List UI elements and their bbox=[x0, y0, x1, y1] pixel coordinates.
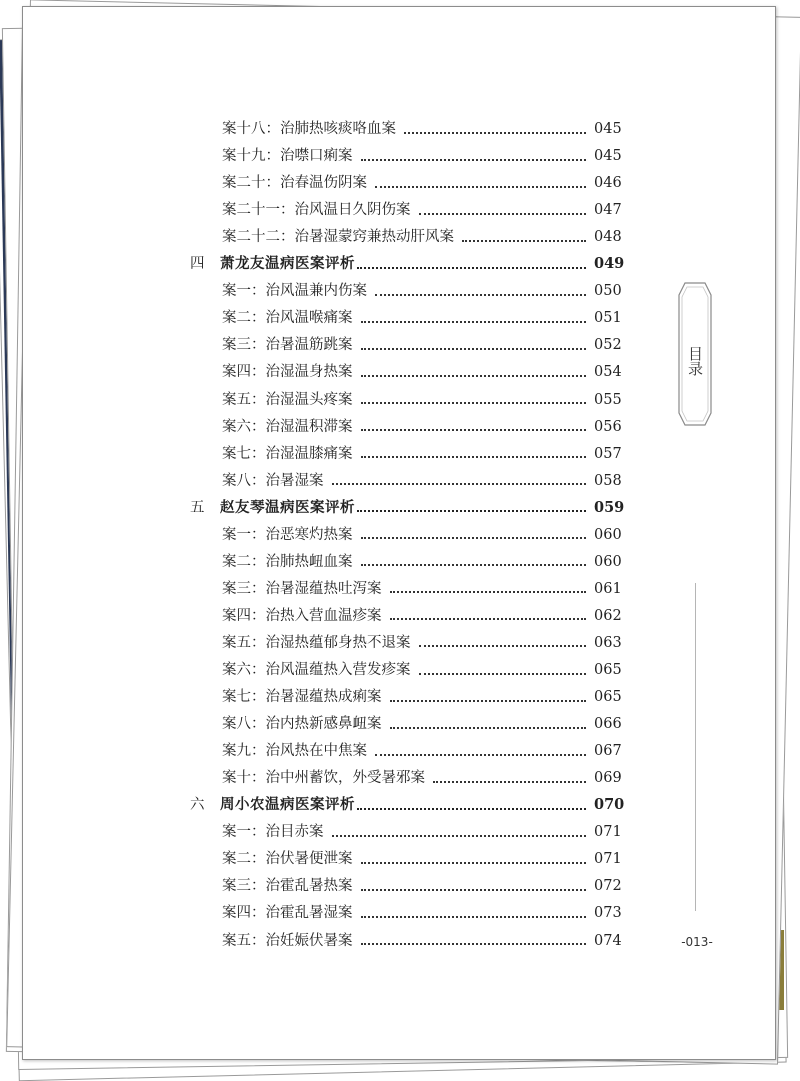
toc-entry[interactable] bbox=[222, 580, 620, 598]
entry-title: 案一：治目赤案 bbox=[222, 824, 324, 841]
entry-title: 案四：治热入营血温疹案 bbox=[222, 607, 382, 624]
entry-page-number: 045 bbox=[594, 148, 622, 165]
toc-entry[interactable] bbox=[222, 904, 620, 922]
toc-entry[interactable] bbox=[222, 607, 620, 625]
dot-leader bbox=[390, 699, 587, 702]
toc-section-heading[interactable] bbox=[190, 796, 625, 814]
entry-page-number: 066 bbox=[594, 716, 622, 733]
entry-title: 案五：治妊娠伏暑案 bbox=[222, 932, 353, 949]
dot-leader bbox=[390, 726, 587, 729]
entry-page-number: 072 bbox=[594, 878, 622, 895]
entry-page-number: 074 bbox=[594, 932, 622, 949]
section-number: 六 bbox=[190, 797, 205, 814]
dot-leader bbox=[390, 590, 587, 593]
entry-title: 案七：治暑湿蕴热成痢案 bbox=[222, 689, 382, 706]
dot-leader bbox=[361, 888, 587, 891]
dot-leader bbox=[375, 753, 586, 756]
entry-title: 案二十：治春温伤阴案 bbox=[222, 175, 367, 192]
chapter-badge-text: 目录 bbox=[686, 346, 704, 376]
entry-page-number: 061 bbox=[594, 580, 622, 597]
entry-title: 案五：治湿温头疼案 bbox=[222, 391, 353, 408]
entry-page-number: 045 bbox=[594, 121, 622, 137]
section-title: 周小农温病医案评析 bbox=[220, 797, 355, 814]
dot-leader bbox=[390, 617, 587, 620]
dot-leader bbox=[361, 563, 587, 566]
table-of-contents bbox=[23, 7, 775, 1059]
toc-entry[interactable] bbox=[222, 823, 620, 841]
toc-entry[interactable] bbox=[222, 363, 620, 381]
section-number: 四 bbox=[190, 256, 205, 273]
dot-leader bbox=[357, 807, 586, 810]
entry-title: 案二：治风温喉痛案 bbox=[222, 310, 353, 327]
entry-title: 案一：治风温兼内伤案 bbox=[222, 283, 367, 300]
section-title: 赵友琴温病医案评析 bbox=[220, 499, 355, 516]
dot-leader bbox=[361, 158, 587, 161]
entry-page-number: 067 bbox=[594, 743, 622, 760]
dot-leader bbox=[419, 672, 587, 675]
toc-entry[interactable] bbox=[222, 120, 620, 138]
toc-entry[interactable] bbox=[222, 526, 620, 544]
entry-page-number: 056 bbox=[594, 418, 622, 435]
toc-section-heading[interactable] bbox=[190, 255, 625, 273]
entry-page-number: 049 bbox=[594, 255, 625, 273]
dot-leader bbox=[375, 293, 586, 296]
entry-page-number: 058 bbox=[594, 472, 622, 489]
toc-entry[interactable] bbox=[222, 228, 620, 246]
entry-title: 案九：治风热在中焦案 bbox=[222, 743, 367, 760]
entry-page-number: 062 bbox=[594, 607, 622, 624]
dot-leader bbox=[361, 915, 587, 918]
toc-entry[interactable] bbox=[222, 147, 620, 165]
dot-leader bbox=[357, 509, 586, 512]
entry-title: 案二：治肺热衄血案 bbox=[222, 553, 353, 570]
entry-title: 案五：治湿热蕴郁身热不退案 bbox=[222, 634, 411, 651]
dot-leader bbox=[433, 780, 586, 783]
entry-page-number: 050 bbox=[594, 283, 622, 300]
dot-leader bbox=[361, 861, 587, 864]
toc-entry[interactable] bbox=[222, 634, 620, 652]
entry-title: 案八：治暑湿案 bbox=[222, 472, 324, 489]
toc-entry[interactable] bbox=[222, 553, 620, 571]
entry-title: 案二：治伏暑便泄案 bbox=[222, 851, 353, 868]
entry-title: 案六：治风温蕴热入营发疹案 bbox=[222, 662, 411, 678]
entry-page-number: 051 bbox=[594, 310, 622, 327]
entry-title: 案十：治中州蓄饮，外受暑邪案 bbox=[222, 770, 425, 787]
entry-title: 案四：治湿温身热案 bbox=[222, 364, 353, 381]
entry-title: 案四：治霍乱暑湿案 bbox=[222, 905, 353, 922]
dot-leader bbox=[332, 482, 587, 485]
entry-title: 案三：治暑温筋跳案 bbox=[222, 337, 353, 354]
entry-title: 案三：治霍乱暑热案 bbox=[222, 878, 353, 895]
toc-entry[interactable] bbox=[222, 877, 620, 895]
entry-title: 案一：治恶寒灼热案 bbox=[222, 526, 353, 543]
toc-section-heading[interactable] bbox=[190, 498, 625, 517]
entry-page-number: 073 bbox=[594, 905, 622, 922]
section-title: 萧龙友温病医案评析 bbox=[220, 256, 355, 273]
toc-entry[interactable] bbox=[222, 174, 620, 192]
toc-entry[interactable] bbox=[222, 688, 620, 706]
toc-entry[interactable] bbox=[222, 742, 620, 760]
toc-entry[interactable] bbox=[222, 336, 620, 354]
entry-title: 案三：治暑湿蕴热吐泻案 bbox=[222, 580, 382, 597]
entry-page-number: 071 bbox=[594, 851, 622, 868]
entry-title: 案十九：治噤口痢案 bbox=[222, 148, 353, 165]
entry-title: 案八：治内热新感鼻衄案 bbox=[222, 716, 382, 733]
toc-entry[interactable] bbox=[222, 769, 620, 787]
entry-page-number: 055 bbox=[594, 391, 622, 408]
dot-leader bbox=[361, 942, 587, 945]
toc-page bbox=[22, 6, 776, 1060]
entry-title: 案二十一：治风温日久阴伤案 bbox=[222, 202, 411, 219]
dot-leader bbox=[332, 834, 587, 837]
toc-entry[interactable] bbox=[222, 418, 620, 436]
entry-page-number: 065 bbox=[594, 689, 622, 706]
toc-entry[interactable] bbox=[222, 201, 620, 219]
entry-page-number: 052 bbox=[594, 337, 622, 354]
entry-title: 案六：治湿温积滞案 bbox=[222, 418, 353, 435]
toc-entry[interactable] bbox=[222, 472, 620, 490]
section-number: 五 bbox=[190, 499, 205, 516]
dot-leader bbox=[361, 347, 587, 350]
entry-page-number: 054 bbox=[594, 364, 622, 381]
dot-leader bbox=[361, 320, 587, 323]
entry-page-number: 060 bbox=[594, 526, 622, 543]
entry-page-number: 069 bbox=[594, 770, 622, 787]
dot-leader bbox=[419, 212, 587, 215]
entry-page-number: 063 bbox=[594, 634, 622, 651]
dot-leader bbox=[462, 239, 586, 242]
chapter-badge bbox=[677, 279, 713, 429]
dot-leader bbox=[375, 185, 586, 188]
entry-page-number: 047 bbox=[594, 202, 622, 219]
toc-entry[interactable] bbox=[222, 932, 620, 950]
dot-leader bbox=[361, 428, 587, 431]
page-number: -013- bbox=[681, 935, 713, 949]
entry-page-number: 057 bbox=[594, 445, 622, 462]
entry-page-number: 046 bbox=[594, 175, 622, 192]
entry-title: 案十八：治肺热咳痰咯血案 bbox=[222, 121, 396, 137]
dot-leader bbox=[361, 455, 587, 458]
entry-page-number: 065 bbox=[594, 662, 622, 678]
entry-page-number: 070 bbox=[594, 796, 625, 814]
margin-rule bbox=[695, 583, 696, 911]
entry-page-number: 059 bbox=[594, 498, 625, 516]
dot-leader bbox=[404, 131, 586, 134]
entry-page-number: 060 bbox=[594, 553, 622, 570]
dot-leader bbox=[361, 536, 587, 539]
dot-leader bbox=[357, 266, 586, 269]
toc-entry[interactable] bbox=[222, 850, 620, 868]
dot-leader bbox=[361, 374, 587, 377]
dot-leader bbox=[419, 644, 587, 647]
entry-page-number: 048 bbox=[594, 229, 622, 246]
toc-entry[interactable] bbox=[222, 445, 620, 463]
entry-page-number: 071 bbox=[594, 824, 622, 841]
toc-entry[interactable] bbox=[222, 309, 620, 327]
entry-title: 案七：治湿温膝痛案 bbox=[222, 445, 353, 462]
entry-title: 案二十二：治暑湿蒙窍兼热动肝风案 bbox=[222, 229, 454, 246]
toc-entry[interactable] bbox=[222, 391, 620, 409]
toc-entry[interactable] bbox=[222, 282, 620, 300]
dot-leader bbox=[361, 401, 587, 404]
toc-entry[interactable] bbox=[222, 715, 620, 733]
toc-entry[interactable] bbox=[222, 661, 620, 679]
